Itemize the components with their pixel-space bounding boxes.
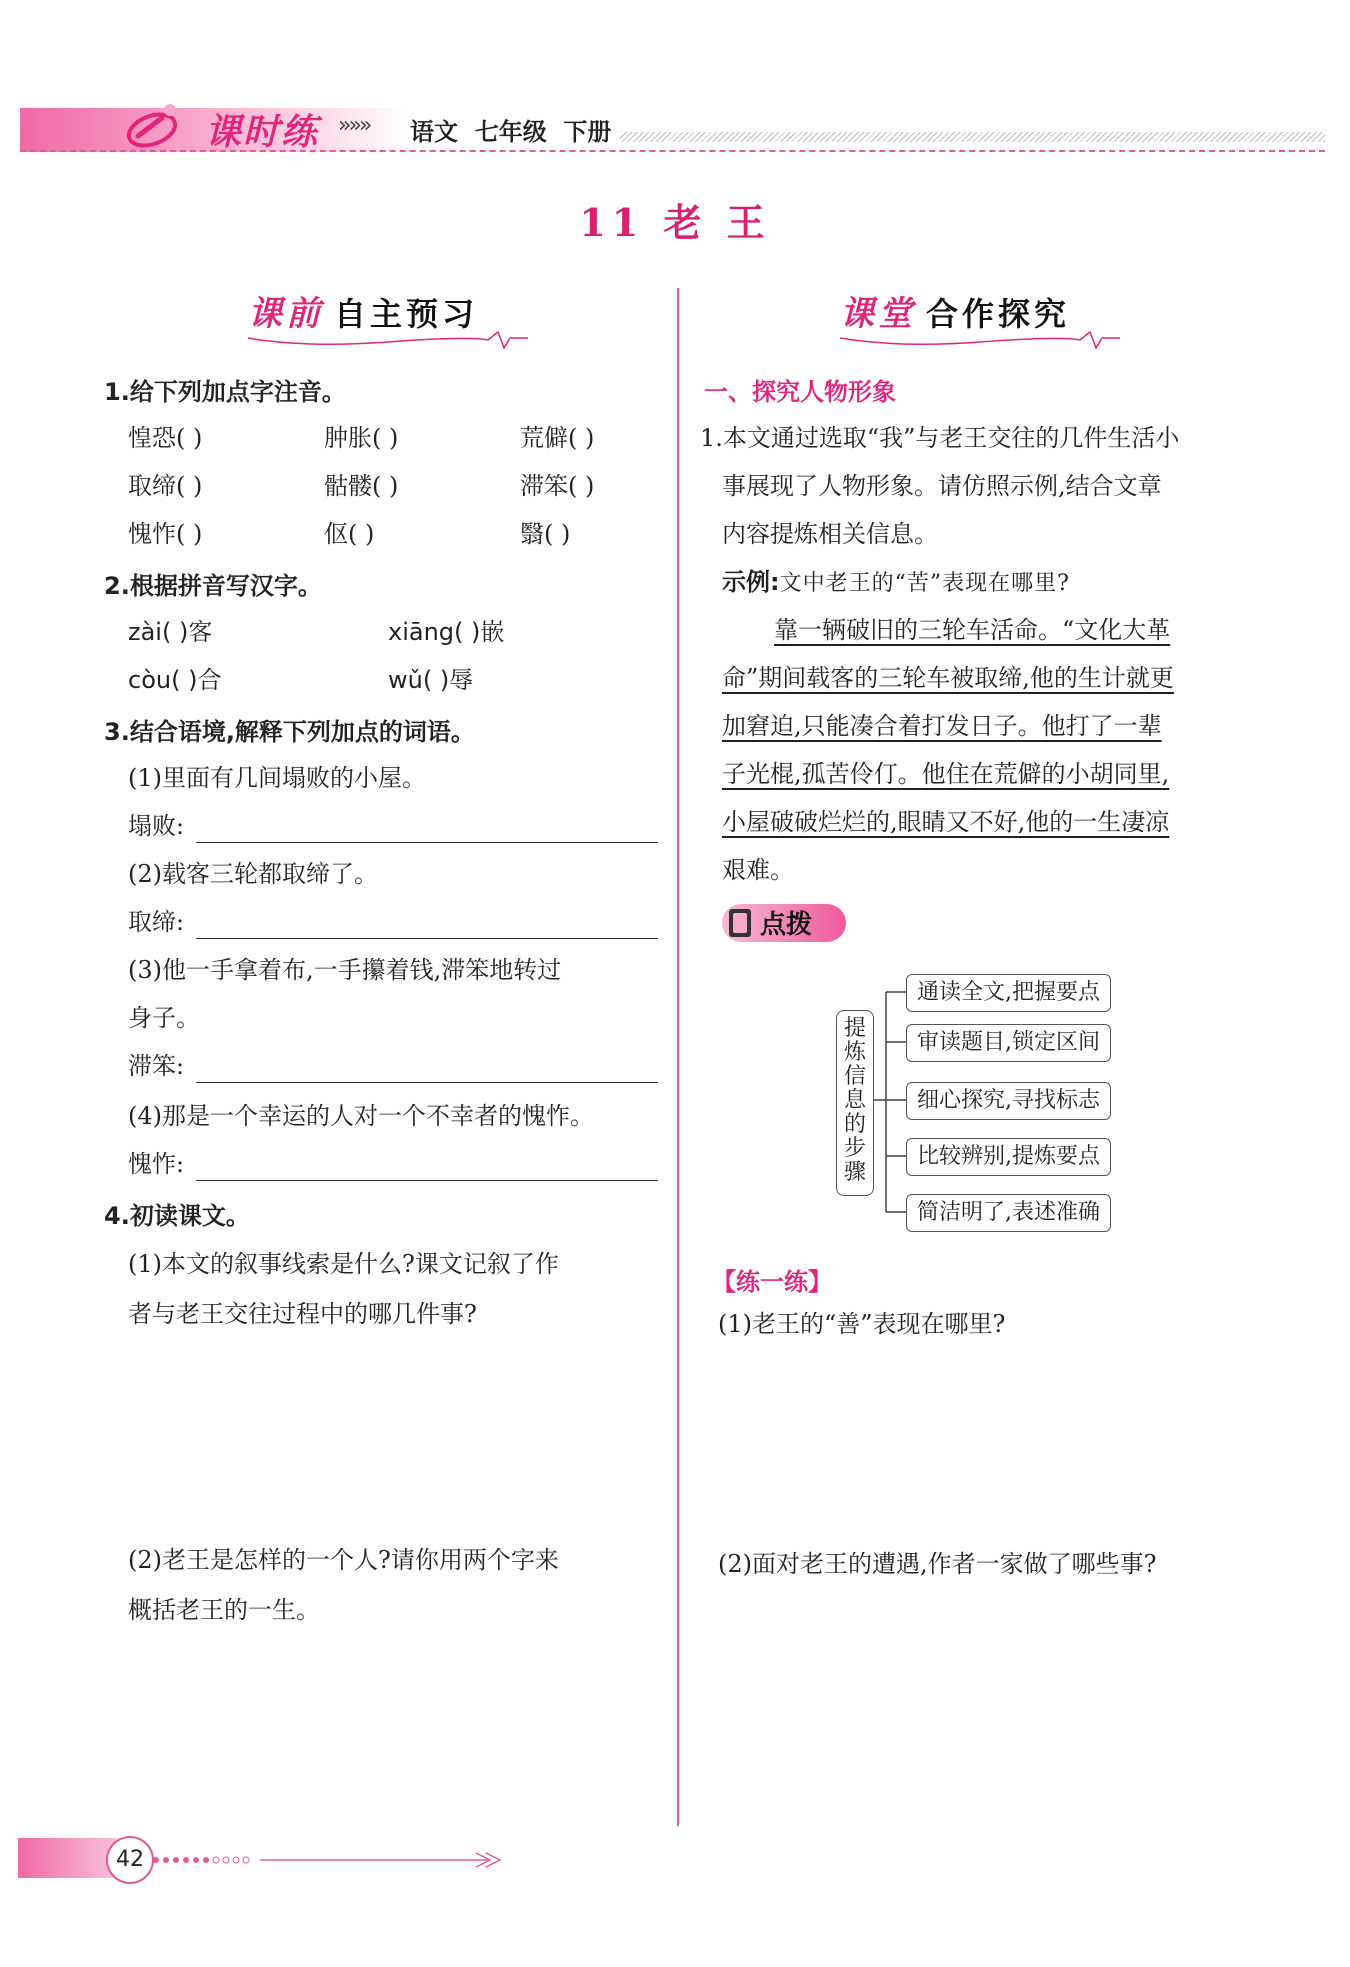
- brand-name: 课时练: [205, 112, 320, 153]
- part1-heading: 一、探究人物形象: [704, 378, 896, 406]
- example-label: 示例:: [722, 568, 780, 596]
- column-divider: [677, 288, 679, 1826]
- lesson-title: 11 老 王: [579, 200, 771, 245]
- header-arrows: »»»: [338, 113, 370, 138]
- q3-3-sentence-2: 身子。: [128, 1004, 200, 1032]
- q3-1-label: 塌败:: [128, 812, 185, 840]
- q1-r1c3: 荒僻( ): [520, 424, 595, 452]
- diagram-step-5: 简洁明了,表述准确: [906, 1194, 1111, 1232]
- q3-3-label: 滞笨:: [128, 1052, 185, 1080]
- right-section-header: [840, 286, 1120, 346]
- q1-r3c2: 伛( ): [324, 520, 375, 548]
- section-underline-icon: [840, 308, 1120, 358]
- q1-heading: 1.给下列加点字注音。: [104, 378, 346, 406]
- q4-1-line1: (1)本文的叙事线索是什么?课文记叙了作: [128, 1250, 559, 1278]
- q4-1-line2: 者与老王交往过程中的哪几件事?: [128, 1300, 477, 1328]
- q1-r2c2: 骷髅( ): [324, 472, 399, 500]
- diagram-step-3: 细心探究,寻找标志: [906, 1082, 1111, 1120]
- brand-logo-icon: [118, 96, 198, 156]
- left-section-black: 自主预习: [334, 295, 479, 333]
- q3-2-sentence: (2)载客三轮都取缔了。: [128, 860, 378, 888]
- right-section-black: 合作探究: [926, 295, 1071, 333]
- q2-r2c2: wǔ( )辱: [388, 666, 474, 694]
- q1-r1c2: 肿胀( ): [324, 424, 399, 452]
- q3-2-label: 取缔:: [128, 908, 185, 936]
- q3-3-sentence-1: (3)他一手拿着布,一手攥着钱,滞笨地转过: [128, 956, 562, 984]
- q3-1-sentence: (1)里面有几间塌败的小屋。: [128, 764, 426, 792]
- answer-line-3: 加窘迫,只能凑合着打发日子。他打了一辈: [722, 712, 1162, 740]
- right-section-pink: 课堂: [840, 294, 916, 334]
- book-icon: [726, 906, 756, 940]
- q2-heading: 2.根据拼音写汉字。: [104, 572, 322, 600]
- answer-line-5: 小屋破破烂烂的,眼睛又不好,他的一生凄凉: [722, 808, 1170, 836]
- section-underline-icon: [248, 308, 528, 358]
- q1-r2c1: 取缔( ): [128, 472, 203, 500]
- answer-line-2: 命”期间载客的三轮车被取缔,他的生计就更: [722, 664, 1174, 692]
- example-question: 文中老王的“苦”表现在哪里?: [779, 571, 1070, 596]
- diagram-root: 提炼信息的步骤: [836, 1010, 874, 1196]
- q3-2-answer-line[interactable]: [196, 938, 658, 939]
- practice-q1: (1)老王的“善”表现在哪里?: [718, 1310, 1006, 1338]
- book-info: 语文 七年级 下册: [410, 118, 612, 146]
- practice-q2: (2)面对老王的遭遇,作者一家做了哪些事?: [718, 1550, 1157, 1578]
- tip-label: 点拨: [760, 910, 813, 940]
- example-line: [722, 558, 1070, 608]
- r-q1-line3: 内容提炼相关信息。: [722, 520, 938, 548]
- q2-r1c1: zài( )客: [128, 618, 213, 646]
- q4-2-line2: 概括老王的一生。: [128, 1596, 320, 1624]
- q4-heading: 4.初读课文。: [104, 1202, 250, 1230]
- answer-line-1: 靠一辆破旧的三轮车活命。“文化大革: [774, 616, 1171, 644]
- q2-r2c1: còu( )合: [128, 666, 222, 694]
- left-section-header: [248, 286, 528, 346]
- practice-label: 【练一练】: [712, 1268, 832, 1296]
- answer-line-4: 子光棍,孤苦伶仃。他住在荒僻的小胡同里,: [722, 760, 1170, 788]
- q3-heading: 3.结合语境,解释下列加点的词语。: [104, 718, 475, 746]
- q3-4-answer-line[interactable]: [196, 1180, 658, 1181]
- left-section-pink: 课前: [248, 294, 324, 334]
- diagram-step-2: 审读题目,锁定区间: [906, 1024, 1111, 1062]
- q4-2-line1: (2)老王是怎样的一个人?请你用两个字来: [128, 1546, 559, 1574]
- diagram-step-1: 通读全文,把握要点: [906, 974, 1111, 1012]
- q1-r3c1: 愧怍( ): [128, 520, 203, 548]
- r-q1-line1: 1.本文通过选取“我”与老王交往的几件生活小: [700, 424, 1180, 452]
- page-number: 42: [106, 1836, 154, 1884]
- q1-r2c3: 滞笨( ): [520, 472, 595, 500]
- r-q1-line2: 事展现了人物形象。请仿照示例,结合文章: [722, 472, 1162, 500]
- q3-4-label: 愧怍:: [128, 1150, 185, 1178]
- diagram-step-4: 比较辨别,提炼要点: [906, 1138, 1111, 1176]
- header-hatch-rule: [620, 132, 1325, 142]
- q3-3-answer-line[interactable]: [196, 1082, 658, 1083]
- footer-dots-arrow-icon: [150, 1850, 510, 1870]
- answer-line-6: 艰难。: [722, 856, 794, 884]
- q1-r3c3: 翳( ): [520, 520, 571, 548]
- q1-r1c1: 惶恐( ): [128, 424, 203, 452]
- q2-r1c2: xiāng( )嵌: [388, 618, 505, 646]
- q3-4-sentence: (4)那是一个幸运的人对一个不幸者的愧怍。: [128, 1102, 594, 1130]
- q3-1-answer-line[interactable]: [196, 842, 658, 843]
